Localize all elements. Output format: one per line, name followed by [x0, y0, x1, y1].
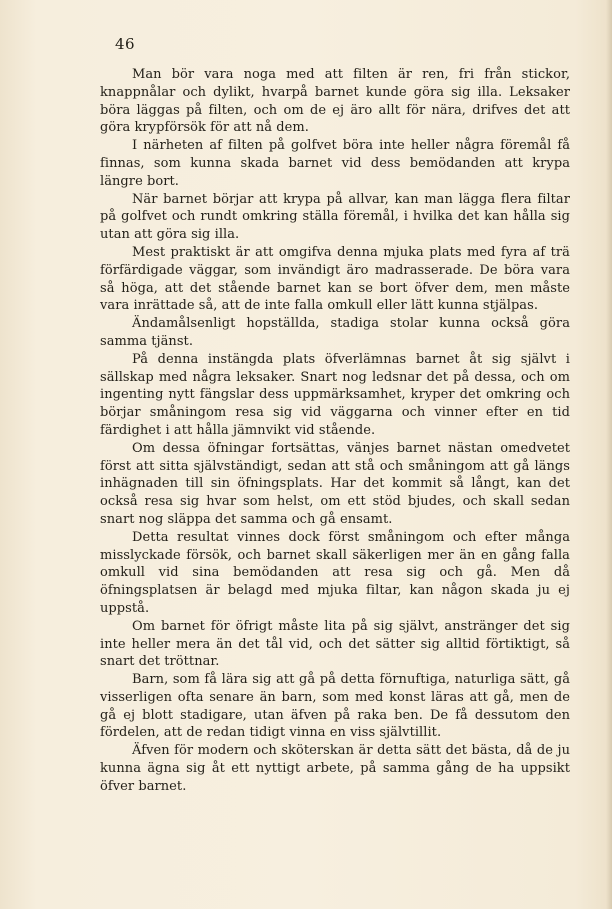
paragraph: Mest praktiskt är att omgifva denna mjuka plats med fyra af trä förfärdigade väggar, som invändigt äro madrasserade. De böra vara så höga, att det stående barnet kan se bort öfver dem, men måste vara inrättade så, att de inte falla omkull eller lätt kunna stjälpas.: [100, 244, 570, 314]
body-text: [100, 66, 570, 796]
paragraph: Barn, som få lära sig att gå på detta förnuftiga, naturliga sätt, gå visserligen ofta senare än barn, som med konst läras att gå, men de gå ej blott stadigare, utan äfven på raka ben. De få dessutom den fördelen, att de redan tidigt vinna en viss självtillit.: [100, 672, 570, 741]
page-edge-shadow: [606, 0, 612, 909]
paragraph: Om dessa öfningar fortsättas, vänjes barnet nästan omedvetet först att sitta självständigt, sedan att stå och småningom att gå längs inhägnaden till sin öfningsplats. Har det kommit så långt, kan det också resa sig hvar som helst, om ett stöd bjudes, och skall sedan snart nog släppa det samma och gå ensamt.: [100, 440, 570, 527]
paragraph: Man bör vara noga med att filten är ren, fri från stickor, knappnålar och dylikt, hvarpå barnet kunde göra sig illa. Leksaker böra läggas på filten, och om de ej äro allt för nära, drifves det att göra krypförsök för att nå dem.: [100, 67, 570, 136]
paragraph: I närheten af filten på golfvet böra inte heller några föremål få finnas, som kunna skada barnet vid dess bemödanden att krypa längre bort.: [100, 138, 570, 189]
paragraph: Ändamålsenligt hopställda, stadiga stolar kunna också göra samma tjänst.: [100, 316, 570, 349]
paragraph: Detta resultat vinnes dock först småningom och efter många misslyckade försök, och barnet skall säkerligen mer än en gång falla omkull vid sina bemödanden att resa sig och gå. Men då öfningsplatsen är belagd med mjuka filtar, kan någon skada ju ej uppstå.: [100, 529, 570, 616]
paragraph: Om barnet för öfrigt måste lita på sig självt, anstränger det sig inte heller mera än det tål vid, och det sätter sig alltid förtiktigt, så snart det tröttnar.: [100, 618, 570, 670]
page-number: 46: [115, 35, 136, 53]
paragraph: På denna instängda plats öfverlämnas barnet åt sig självt i sällskap med några leksaker. Snart nog ledsnar det på dessa, och om ingenting nytt fängslar dess uppmärksamhet, kryper det omkring och börjar småningom resa sig vid väggarna och vinner efter en tid färdighet i att hålla jämnvikt vid stående.: [100, 351, 570, 438]
paragraph: Äfven för modern och sköterskan är detta sätt det bästa, då de ju kunna ägna sig åt ett nyttigt arbete, på samma gång de ha uppsikt öfver barnet.: [100, 743, 570, 794]
paragraph: När barnet börjar att krypa på allvar, kan man lägga flera filtar på golfvet och rundt omkring ställa föremål, i hvilka det kan hålla sig utan att göra sig illa.: [100, 191, 570, 243]
